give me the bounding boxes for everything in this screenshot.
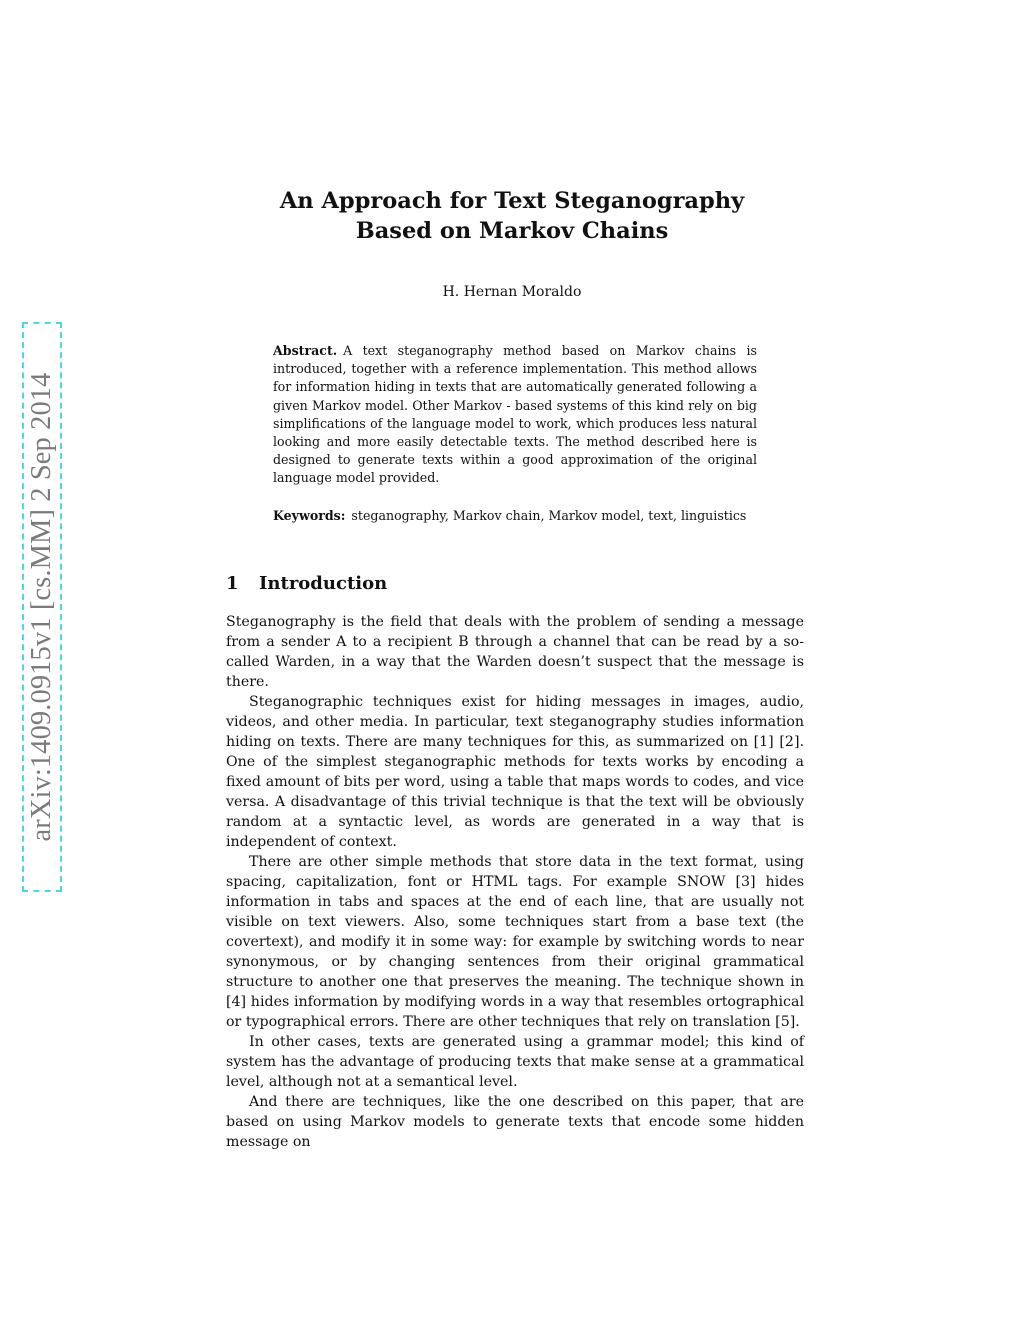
abstract-text: A text steganography method based on Markov chains is introduced, together with a reference implementation. This method allows for information hiding in texts that are automatically generated following a given Markov model. Other Markov - based systems of this kind rely on big simplifications of the language model to work, which produces less natural looking and more easily detectable texts. The method described here is designed to generate texts within a good approximation of the original language model provided.: [273, 343, 757, 486]
paragraph: Steganography is the field that deals with the problem of sending a message from a sender A to a recipient B through a channel that can be read by a so-called Warden, in a way that the Warden doesn’t suspect that the message is there.: [226, 614, 804, 690]
paper-title: [0, 186, 1024, 246]
paper-author: H. Hernan Moraldo: [442, 284, 582, 300]
section-body: [226, 612, 804, 1152]
paper-title-line-1: An Approach for Text Steganography: [279, 188, 745, 214]
abstract-label: Abstract.: [273, 343, 338, 358]
keywords-label: Keywords:: [273, 508, 346, 523]
section-title: Introduction: [259, 573, 388, 594]
paragraph: Steganographic techniques exist for hiding messages in images, audio, videos, and other media. In particular, text steganography studies information hiding on texts. There are many techniques for this, as summarized on [1] [2]. One of the simplest steganographic methods for texts works by encoding a fixed amount of bits per word, using a table that maps words to codes, and vice versa. A disadvantage of this trivial technique is that the text will be obviously random at a syntactic level, as words are generated in a way that is independent of context.: [226, 694, 804, 850]
paragraph: And there are techniques, like the one described on this paper, that are based on using Markov models to generate texts that encode some hidden message on: [226, 1094, 804, 1150]
arxiv-identifier: arXiv:1409.0915v1 [cs.MM] 2 Sep 2014: [26, 372, 57, 842]
paragraph: There are other simple methods that store data in the text format, using spacing, capitalization, font or HTML tags. For example SNOW [3] hides information in tabs and spaces at the end of each line, that are usually not visible on text viewers. Also, some techniques start from a base text (the covertext), and modify it in some way: for example by switching words to near synonymous, or by changing sentences from their original grammatical structure to another one that preserves the meaning. The technique shown in [4] hides information by modifying words in a way that resembles ortographical or typographical errors. There are other techniques that rely on translation [5].: [226, 854, 804, 1030]
paper-title-line-2: Based on Markov Chains: [355, 218, 669, 244]
abstract: [273, 342, 757, 488]
paragraph: In other cases, texts are generated using a grammar model; this kind of system has the advantage of producing texts that make sense at a grammatical level, although not at a semantical level.: [226, 1034, 804, 1090]
arxiv-side-stamp: [22, 322, 62, 892]
section-number: 1: [226, 573, 239, 594]
keywords: [273, 507, 757, 525]
section-heading: [226, 572, 387, 596]
keywords-text: steganography, Markov chain, Markov model, text, linguistics: [351, 508, 747, 523]
